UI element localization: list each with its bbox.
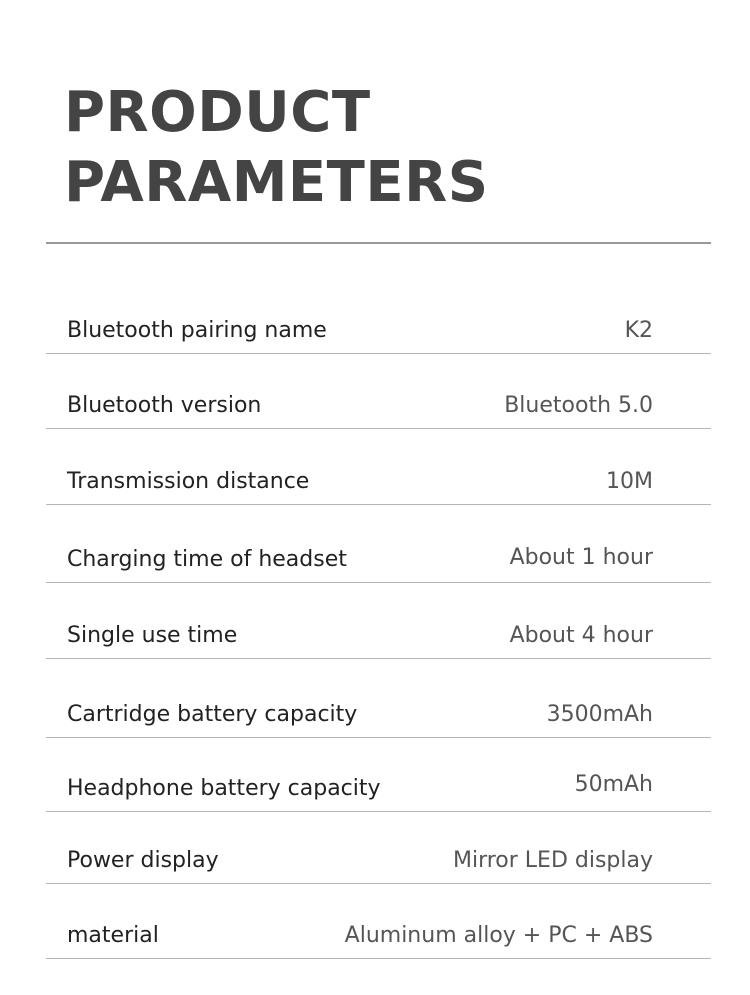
- param-label: Bluetooth version: [67, 393, 262, 418]
- param-label: Bluetooth pairing name: [67, 318, 327, 343]
- param-value: Aluminum alloy + PC + ABS: [344, 923, 653, 948]
- param-value: 3500mAh: [546, 702, 653, 727]
- page-title: [64, 78, 489, 218]
- row-divider: [46, 958, 711, 959]
- param-value: Bluetooth 5.0: [504, 393, 653, 418]
- param-label: Charging time of headset: [67, 547, 347, 572]
- row-divider: [46, 811, 711, 812]
- row-divider: [46, 883, 711, 884]
- param-value: Mirror LED display: [452, 848, 653, 873]
- row-divider: [46, 353, 711, 354]
- row-divider: [46, 504, 711, 505]
- row-divider: [46, 737, 711, 738]
- param-value: About 1 hour: [509, 545, 653, 570]
- param-value: 50mAh: [574, 772, 653, 797]
- param-value: 10M: [606, 469, 653, 494]
- row-divider: [46, 428, 711, 429]
- param-label: material: [67, 923, 159, 948]
- title-divider: [46, 242, 711, 244]
- row-divider: [46, 658, 711, 659]
- param-label: Single use time: [67, 623, 238, 648]
- param-value: K2: [624, 318, 653, 343]
- param-label: Headphone battery capacity: [67, 776, 381, 801]
- param-value: About 4 hour: [509, 623, 653, 648]
- title-line-2: PARAMETERS: [64, 150, 489, 215]
- row-divider: [46, 582, 711, 583]
- param-label: Cartridge battery capacity: [67, 702, 358, 727]
- param-label: Power display: [67, 848, 219, 873]
- title-line-1: PRODUCT: [64, 80, 371, 145]
- param-label: Transmission distance: [67, 469, 310, 494]
